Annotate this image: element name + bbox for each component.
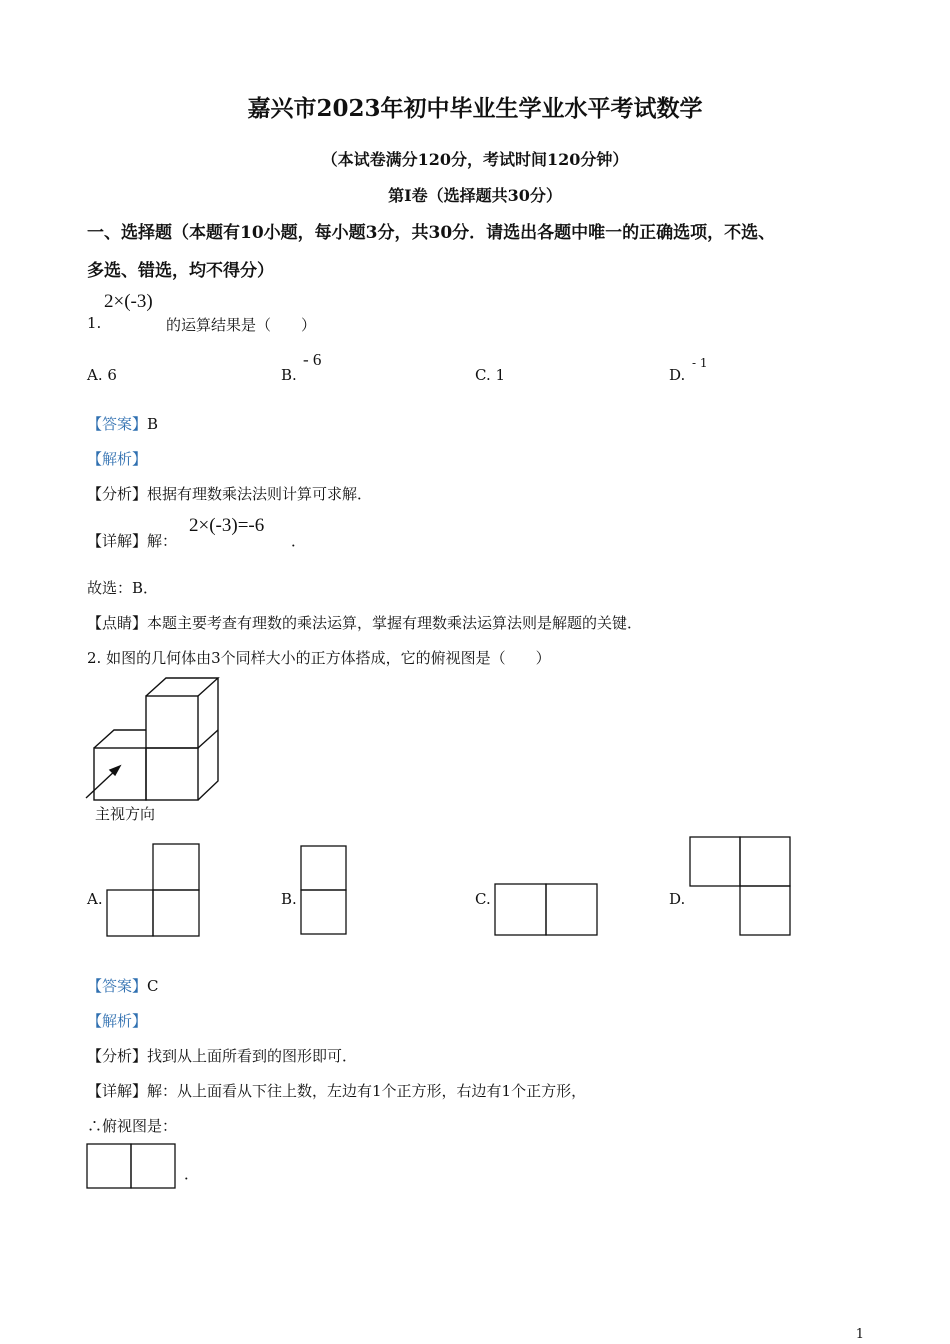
exam-title: 嘉兴市2023年初中毕业生学业水平考试数学 <box>247 95 703 122</box>
cube-solid-figure <box>80 670 230 810</box>
q1-detail <box>87 530 177 551</box>
q1-detail-expression: 2×(-3)=-6 <box>189 515 265 536</box>
detail-prefix: 解： <box>147 532 178 550</box>
q1-option-b-value: - 6 <box>303 350 322 369</box>
q1-option-b: B. <box>281 366 297 384</box>
q2-option-c-figure <box>494 883 600 938</box>
detail-tag: 【详解】 <box>87 1082 148 1100</box>
fenxi-tag: 【分析】 <box>87 485 148 503</box>
page-number: 1 <box>855 1327 864 1342</box>
q2-top-view-figure <box>86 1143 178 1191</box>
q2-conclusion: ∴俯视图是： <box>87 1117 178 1135</box>
q1-number: 1. <box>87 314 102 332</box>
q1-expression: 2×(-3) <box>104 291 153 312</box>
q1-option-d-value: - 1 <box>692 356 708 370</box>
q1-dianjing <box>87 612 642 633</box>
q2-option-b: B. <box>281 890 297 908</box>
fenxi-text: 根据有理数乘法法则计算可求解． <box>147 485 373 503</box>
q2-analysis-tag: 【解析】 <box>87 1012 148 1030</box>
detail-text: 解：从上面看从下往上数，左边有1个正方形，右边有1个正方形， <box>147 1082 587 1100</box>
q2-option-d-figure <box>689 836 793 938</box>
answer-value: B <box>147 415 159 433</box>
q2-detail <box>87 1080 586 1101</box>
q2-option-b-figure <box>300 845 348 937</box>
q2-final-dot: ． <box>184 1165 200 1183</box>
view-direction-label: 主视方向 <box>95 805 156 823</box>
answer-tag: 【答案】 <box>87 977 148 995</box>
q1-fenxi <box>87 483 372 504</box>
q1-choose: 故选：B． <box>87 579 159 597</box>
q1-option-d: D. <box>669 366 686 384</box>
dianjing-text: 本题主要考查有理数的乘法运算，掌握有理数乘法运算法则是解题的关键． <box>147 614 643 632</box>
q1-answer <box>87 413 158 434</box>
q2-fenxi <box>87 1045 357 1066</box>
volume-heading: 第I卷（选择题共30分） <box>388 186 562 205</box>
q1-option-a: A. 6 <box>87 366 117 384</box>
section-heading-line1: 一、选择题（本题有10小题，每小题3分，共30分．请选出各题中唯一的正确选项，不选、 <box>87 223 776 243</box>
q2-answer <box>87 975 159 996</box>
detail-tag: 【详解】 <box>87 532 148 550</box>
q1-detail-suffix: ． <box>291 532 307 550</box>
q2-option-a: A. <box>87 890 103 908</box>
q1-option-c: C. 1 <box>475 366 506 384</box>
fenxi-tag: 【分析】 <box>87 1047 148 1065</box>
q2-option-c: C. <box>475 890 491 908</box>
q1-stem: 的运算结果是（ ） <box>166 316 317 334</box>
exam-subtitle: （本试卷满分120分，考试时间120分钟） <box>321 150 629 169</box>
q2-option-a-figure <box>106 843 201 938</box>
answer-value: C <box>147 977 159 995</box>
q2-option-d: D. <box>669 890 686 908</box>
q2-stem: 2. 如图的几何体由3个同样大小的正方体搭成，它的俯视图是（ ） <box>87 649 551 667</box>
section-heading-line2: 多选、错选，均不得分） <box>87 261 274 281</box>
fenxi-text: 找到从上面所看到的图形即可． <box>147 1047 358 1065</box>
q1-analysis-tag: 【解析】 <box>87 450 148 468</box>
dianjing-tag: 【点睛】 <box>87 614 148 632</box>
answer-tag: 【答案】 <box>87 415 148 433</box>
